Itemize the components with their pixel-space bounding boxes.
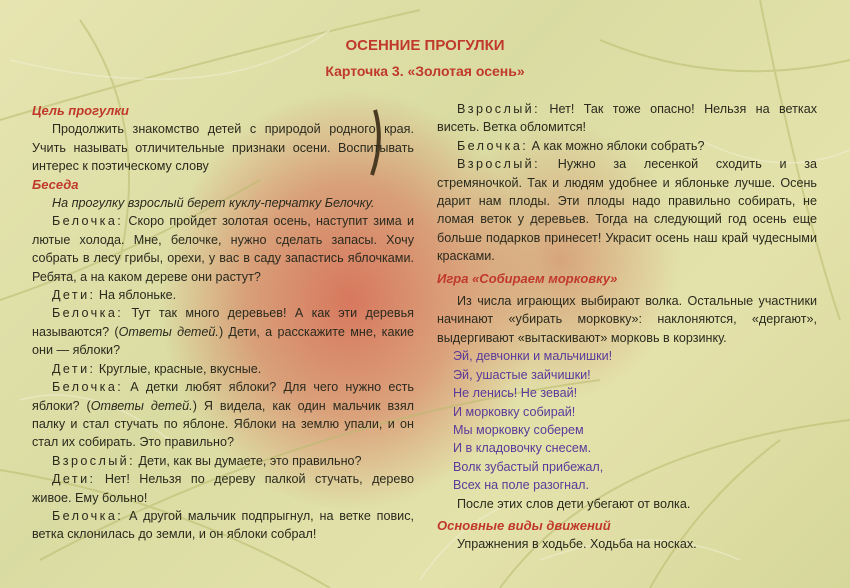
line-text: Нет! Нельзя по дереву палкой стучать, дерево живое. Ему больно! [32, 472, 414, 505]
speaker: Дети: [52, 361, 96, 376]
speaker: Взрослый: [52, 453, 136, 468]
goal-text: Продолжить знакомство детей с природой родного края. Учить называть отличительные признаки осени. Воспитывать интерес к поэтическому слову [32, 122, 414, 174]
dialogue-line [32, 212, 414, 286]
talk-heading: Беседа [32, 176, 79, 192]
poem-line: Волк зубастый прибежал, [453, 459, 604, 474]
speaker: Белочка: [52, 380, 124, 395]
dialogue-line [32, 360, 414, 378]
line-text: Тут так много деревьев! А как эти деревья называются? ( [32, 306, 414, 339]
moves-text: Упражнения в ходьбе. Ходьба на носках. [457, 537, 697, 552]
game-after-text: После этих слов дети убегают от волка. [457, 496, 691, 511]
talk-intro: На прогулку взрослый берет куклу-перчатку Белочку. [52, 196, 375, 211]
dialogue-line [32, 507, 414, 544]
speaker: Дети: [52, 288, 96, 303]
poem-line: Эй, ушастые зайчишки! [453, 367, 591, 382]
speaker: Белочка: [52, 214, 124, 229]
page-title: ОСЕННИЕ ПРОГУЛКИ [345, 37, 505, 54]
right-column [437, 100, 817, 554]
dialogue-line [437, 100, 817, 137]
left-column [32, 102, 414, 544]
line-text: Дети, как вы думаете, это правильно? [135, 453, 362, 468]
poem-line: Мы морковку соберем [453, 422, 584, 437]
speaker: Белочка: [52, 306, 124, 321]
line-remark: Ответы детей. [90, 398, 193, 413]
poem-line: Эй, девчонки и мальчишки! [453, 349, 613, 364]
game-heading: Игра «Собираем морковку» [437, 270, 618, 286]
dialogue-line [32, 304, 414, 359]
poem-line: Всех на поле разогнал. [453, 478, 589, 493]
game-poem [453, 347, 817, 494]
line-text: Круглые, красные, вкусные. [95, 361, 262, 376]
speaker: Дети: [52, 472, 96, 487]
speaker: Взрослый: [457, 102, 541, 116]
speaker: Белочка: [457, 138, 529, 153]
line-text: Скоро пройдет золотая осень, наступит зима и лютые холода. Мне, белочке, нужно сделать запасы. Хочу собрать в лесу грибы, орехи, у вас в саду запастись яблочками. Ребята, а на каком дереве они растут? [32, 214, 414, 284]
speaker: Белочка: [52, 508, 124, 523]
goal-heading: Цель прогулки [32, 103, 129, 118]
dialogue-line [437, 137, 817, 155]
poem-line: Не ленись! Не зевай! [453, 386, 578, 401]
poem-line: И морковку собирай! [453, 404, 576, 419]
line-text: А детки любят яблоки? Для чего нужно есть яблоки? ( [32, 380, 414, 413]
line-text: А как можно яблоки собрать? [528, 138, 705, 153]
line-text: На яблоньке. [95, 288, 177, 303]
dialogue-line [32, 452, 414, 470]
card-subtitle: Карточка 3. «Золотая осень» [325, 63, 525, 79]
line-text: ) Дети, а расскажите мне, какие они — яблоки? [32, 324, 414, 358]
dialogue-line [32, 378, 414, 452]
speaker: Взрослый: [457, 157, 541, 172]
line-remark: Ответы детей. [118, 324, 219, 339]
line-text: ) Я видела, как один мальчик взял палку и стал стучать по яблоне. Яблоки на землю упали, и он стал их собирать. Это правильно? [32, 398, 414, 450]
line-text: Нет! Так тоже опасно! Нельзя на ветках висеть. Ветка обломится! [437, 102, 817, 135]
line-text: Нужно за лесенкой сходить и за стремяночкой. Так и людям удобнее и яблоньке лучше. Осень дарит нам плоды. Эти плоды надо правильно собирать, не ломая веток у деревьев. Тогда на следующий год осень еще больше подарков принесет! Украсит осень наш край чудесными красками. [437, 157, 817, 264]
dialogue-line [437, 155, 817, 265]
dialogue-line [32, 470, 414, 507]
line-text: А другой мальчик подпрыгнул, на ветке повис, ветка склонилась до земли, и он яблоки собрал! [32, 508, 414, 542]
dialogue-line [32, 286, 414, 304]
moves-heading: Основные виды движений [437, 517, 611, 533]
poem-line: И в кладовочку снесем. [453, 441, 592, 456]
game-text: Из числа играющих выбирают волка. Остальные участники начинают «убирать морковку»: наклоняются, «дергают», выдергивают «вытаскивают» морковь в корзинку. [437, 294, 817, 345]
